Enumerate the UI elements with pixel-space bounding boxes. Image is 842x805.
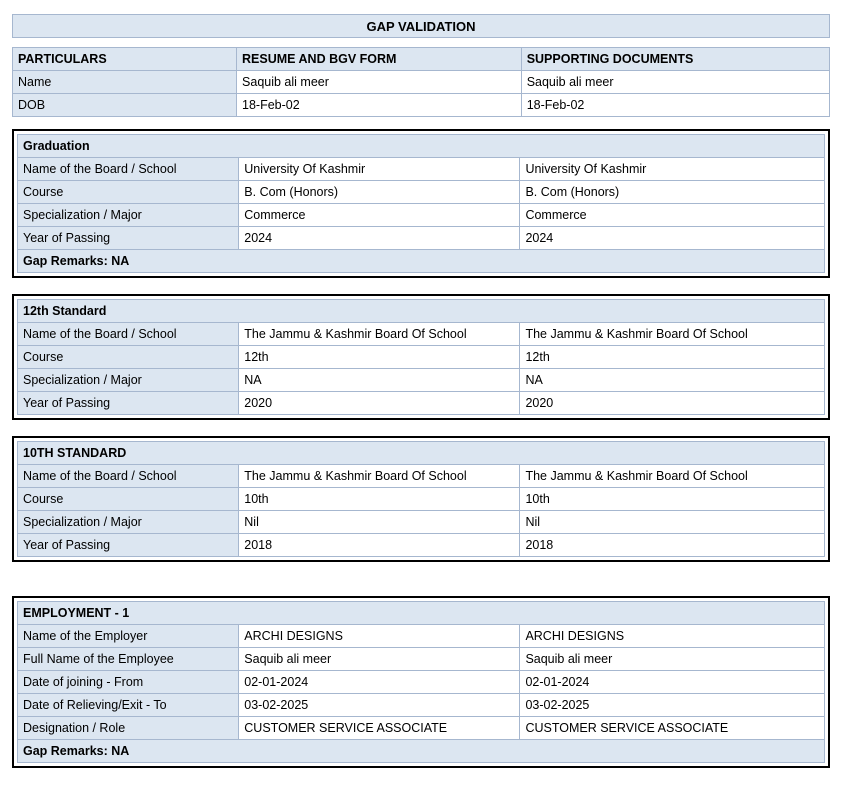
section-heading-row bbox=[18, 602, 825, 625]
particulars-table bbox=[12, 47, 830, 117]
row-support-value: NA bbox=[520, 369, 825, 392]
row-support-value: CUSTOMER SERVICE ASSOCIATE bbox=[520, 717, 825, 740]
row-label: Course bbox=[18, 181, 239, 204]
row-support-value: 2020 bbox=[520, 392, 825, 415]
table-row bbox=[18, 488, 825, 511]
gap-remarks-row bbox=[18, 740, 825, 763]
row-resume-value: 2024 bbox=[239, 227, 520, 250]
row-resume-value: 2020 bbox=[239, 392, 520, 415]
row-label: Course bbox=[18, 346, 239, 369]
row-label: Specialization / Major bbox=[18, 369, 239, 392]
row-resume-value: NA bbox=[239, 369, 520, 392]
table-row bbox=[18, 511, 825, 534]
column-header-particulars: PARTICULARS bbox=[13, 48, 237, 71]
table-row bbox=[18, 465, 825, 488]
table-row bbox=[18, 346, 825, 369]
section-title-twelfth: 12th Standard bbox=[18, 300, 825, 323]
table-row bbox=[18, 369, 825, 392]
row-resume-value: Nil bbox=[239, 511, 520, 534]
twelfth-standard-table bbox=[17, 299, 825, 415]
row-support-value: 02-01-2024 bbox=[520, 671, 825, 694]
section-title-graduation: Graduation bbox=[18, 135, 825, 158]
row-resume-value: The Jammu & Kashmir Board Of School bbox=[239, 323, 520, 346]
table-row bbox=[18, 158, 825, 181]
row-support-value: Saquib ali meer bbox=[520, 648, 825, 671]
table-row bbox=[18, 671, 825, 694]
row-resume-value: Saquib ali meer bbox=[237, 71, 522, 94]
table-row bbox=[18, 204, 825, 227]
section-spacer bbox=[12, 572, 830, 596]
table-header-row bbox=[13, 48, 830, 71]
document-title-block bbox=[12, 14, 830, 38]
row-label: Year of Passing bbox=[18, 534, 239, 557]
employment-1-section bbox=[12, 596, 830, 768]
section-title-tenth: 10TH STANDARD bbox=[18, 442, 825, 465]
row-resume-value: Commerce bbox=[239, 204, 520, 227]
table-row bbox=[18, 392, 825, 415]
table-row bbox=[18, 648, 825, 671]
row-support-value: The Jammu & Kashmir Board Of School bbox=[520, 465, 825, 488]
table-row bbox=[18, 323, 825, 346]
section-heading-row bbox=[18, 135, 825, 158]
row-label: Date of joining - From bbox=[18, 671, 239, 694]
column-header-resume: RESUME AND BGV FORM bbox=[237, 48, 522, 71]
row-label: Name of the Board / School bbox=[18, 465, 239, 488]
row-support-value: The Jammu & Kashmir Board Of School bbox=[520, 323, 825, 346]
row-support-value: 10th bbox=[520, 488, 825, 511]
row-support-value: 2018 bbox=[520, 534, 825, 557]
row-label: Name of the Employer bbox=[18, 625, 239, 648]
tenth-standard-section bbox=[12, 436, 830, 562]
graduation-table bbox=[17, 134, 825, 273]
row-label: Full Name of the Employee bbox=[18, 648, 239, 671]
table-row bbox=[18, 717, 825, 740]
row-support-value: Saquib ali meer bbox=[521, 71, 829, 94]
row-support-value: 12th bbox=[520, 346, 825, 369]
gap-remarks-graduation: Gap Remarks: NA bbox=[18, 250, 825, 273]
section-heading-row bbox=[18, 442, 825, 465]
row-resume-value: 03-02-2025 bbox=[239, 694, 520, 717]
row-resume-value: 18-Feb-02 bbox=[237, 94, 522, 117]
employment-1-table bbox=[17, 601, 825, 763]
row-label: Name of the Board / School bbox=[18, 323, 239, 346]
row-resume-value: University Of Kashmir bbox=[239, 158, 520, 181]
row-resume-value: 02-01-2024 bbox=[239, 671, 520, 694]
row-label: Specialization / Major bbox=[18, 511, 239, 534]
row-support-value: 18-Feb-02 bbox=[521, 94, 829, 117]
section-heading-row bbox=[18, 300, 825, 323]
table-row bbox=[18, 534, 825, 557]
section-title-employment-1: EMPLOYMENT - 1 bbox=[18, 602, 825, 625]
row-resume-value: B. Com (Honors) bbox=[239, 181, 520, 204]
gap-remarks-row bbox=[18, 250, 825, 273]
row-label: Name of the Board / School bbox=[18, 158, 239, 181]
twelfth-standard-section bbox=[12, 294, 830, 420]
row-label: Year of Passing bbox=[18, 227, 239, 250]
row-label: Designation / Role bbox=[18, 717, 239, 740]
row-support-value: University Of Kashmir bbox=[520, 158, 825, 181]
row-support-value: Nil bbox=[520, 511, 825, 534]
graduation-section bbox=[12, 129, 830, 278]
table-row bbox=[18, 625, 825, 648]
table-row bbox=[18, 181, 825, 204]
row-resume-value: 10th bbox=[239, 488, 520, 511]
row-support-value: 03-02-2025 bbox=[520, 694, 825, 717]
column-header-supporting: SUPPORTING DOCUMENTS bbox=[521, 48, 829, 71]
page-title: GAP VALIDATION bbox=[13, 15, 830, 38]
row-label: Date of Relieving/Exit - To bbox=[18, 694, 239, 717]
row-resume-value: Saquib ali meer bbox=[239, 648, 520, 671]
table-row bbox=[18, 694, 825, 717]
row-resume-value: 2018 bbox=[239, 534, 520, 557]
row-label: Year of Passing bbox=[18, 392, 239, 415]
particulars-block bbox=[12, 47, 830, 117]
row-support-value: Commerce bbox=[520, 204, 825, 227]
row-support-value: 2024 bbox=[520, 227, 825, 250]
gap-remarks-employment-1: Gap Remarks: NA bbox=[18, 740, 825, 763]
table-row bbox=[18, 227, 825, 250]
table-row bbox=[13, 71, 830, 94]
row-resume-value: The Jammu & Kashmir Board Of School bbox=[239, 465, 520, 488]
row-label: Specialization / Major bbox=[18, 204, 239, 227]
tenth-standard-table bbox=[17, 441, 825, 557]
row-support-value: B. Com (Honors) bbox=[520, 181, 825, 204]
row-resume-value: 12th bbox=[239, 346, 520, 369]
title-table bbox=[12, 14, 830, 38]
row-resume-value: ARCHI DESIGNS bbox=[239, 625, 520, 648]
row-support-value: ARCHI DESIGNS bbox=[520, 625, 825, 648]
row-label: Course bbox=[18, 488, 239, 511]
row-resume-value: CUSTOMER SERVICE ASSOCIATE bbox=[239, 717, 520, 740]
row-label: Name bbox=[13, 71, 237, 94]
row-label: DOB bbox=[13, 94, 237, 117]
table-row bbox=[13, 94, 830, 117]
